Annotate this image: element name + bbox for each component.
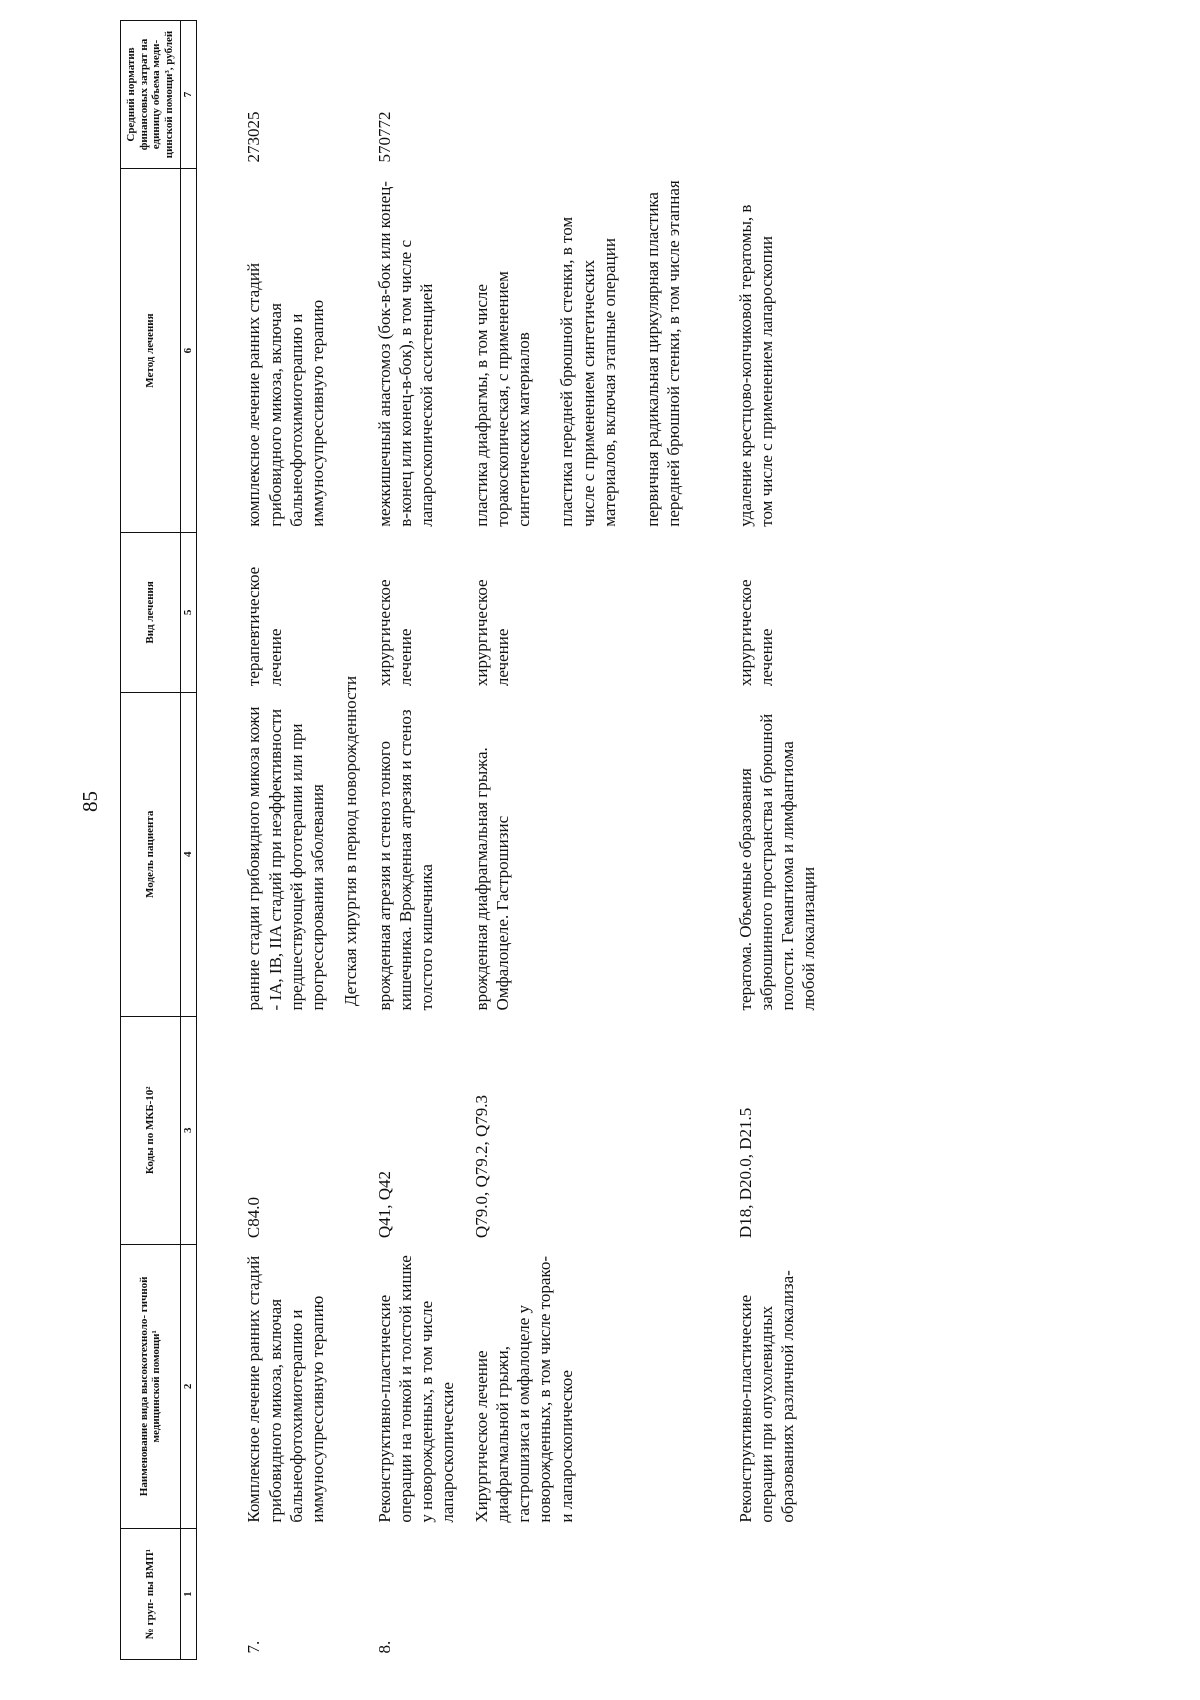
row-num [463,1529,689,1660]
row-type: хирургическое лечение [735,579,776,687]
row-codes: D18, D20.0, D21.5 [735,1107,755,1239]
column-index: 1 [180,1529,197,1660]
row-type: хирургическое лечение [374,579,415,687]
row-codes: Q41, Q42 [374,1171,394,1239]
row-cost: 570772 [374,111,394,163]
method-item: пластика диафрагмы, в том числе торакоскопическая, с применением синтетических материалов [471,271,534,527]
row-num: 7. [244,1640,264,1654]
header-cost: Средний норматив финансовых затрат на единицу объема меди-цинской помощи³, рублей [121,21,181,169]
row-method: комплексное лечение ранних стадий грибовидного микоза, включая бальнеофотохимиотерапию и иммуносупрессивную терапию [244,262,328,527]
row-model: врожденная атрезия и стеноз тонкого кишечника. Врожденная атрезия и стеноз толстого кишечника [374,709,437,1011]
table-row-8b [463,21,689,1660]
row-cost [463,21,689,169]
method-item: пластика передней брюшной стенки, в том числе с применением синтетических материалов, включая этапные операции [557,216,619,527]
row-method [463,169,689,533]
row-codes: C84.0 [244,1196,264,1239]
row-model: врожденная диафрагмальная грыжа. Омфалоцеле. Гастрошизис [471,747,512,1011]
header-name: Наименование вида высокотехноло- гичной медицинской помощи¹ [121,1244,181,1529]
row-cost: 273025 [244,111,264,163]
row-type: терапевтическое лечение [244,566,285,687]
row-method: межкишечный анастомоз (бок-в-бок или конец-в-конец или конец-в-бок), в том числе с лапароскопической ассистенцией [374,181,437,527]
rotated-document [120,20,1160,1660]
table-row-8 [366,21,463,1660]
column-index: 6 [180,169,197,533]
column-index: 2 [180,1244,197,1529]
column-index: 3 [180,1016,197,1244]
header-codes: Коды по МКБ-10² [121,1016,181,1244]
header-group-num: № груп- пы ВМП¹ [121,1529,181,1660]
row-codes: Q79.0, Q79.2, Q79.3 [471,1094,491,1239]
column-index: 7 [180,21,197,169]
header-model: Модель пациента [121,692,181,1016]
section-title: Детская хирургия в период новорожденности [341,675,361,1007]
row-name: Реконструктивно-пластические операции на тонкой и толстой кишке у новорожденных, в том числе лапароскопические [374,1255,458,1523]
row-model: ранние стадии грибовидного микоза кожи - IA, IB, IIA стадий при неэффективности предшествующей фототерапии или при прогрессировании заболевания [244,706,328,1011]
header-method: Метод лечения [121,169,181,533]
column-index-row [180,21,197,1660]
row-name: Хирургическое лечение диафрагмальной грыжи, гастрошизиса и омфалоцеле у новорожденных, в том числе торако- и лапароскопическое [471,1256,576,1523]
row-model: тератома. Объемные образования забрюшинного пространства и брюшной полости. Гемангиома и лимфангиома любой локализации [735,713,819,1011]
header-row [121,21,181,1660]
row-method: удаление крестцово-копчиковой тератомы, в том числе с применением лапароскопии [735,204,776,527]
row-num [689,1529,824,1660]
column-index: 5 [180,533,197,692]
vmp-table [120,20,824,1660]
table-row-7 [197,21,333,1660]
row-num: 8. [374,1640,394,1654]
table-row-8c [689,21,824,1660]
column-index: 4 [180,692,197,1016]
row-name: Комплексное лечение ранних стадий грибовидного микоза, включая бальнеофотохимиотерапию и иммуносупрессивную терапию [244,1255,328,1523]
row-cost [689,21,824,169]
row-type: хирургическое лечение [471,579,512,687]
section-row [332,21,365,1660]
method-item: первичная радикальная циркулярная пластика передней брюшной стенки, в том числе этапная [643,180,684,527]
header-type: Вид лечения [121,533,181,692]
row-name: Реконструктивно-пластические операции при опухолевидных образованиях различной локализа- [735,1270,798,1523]
page-number: 85 [78,791,102,812]
